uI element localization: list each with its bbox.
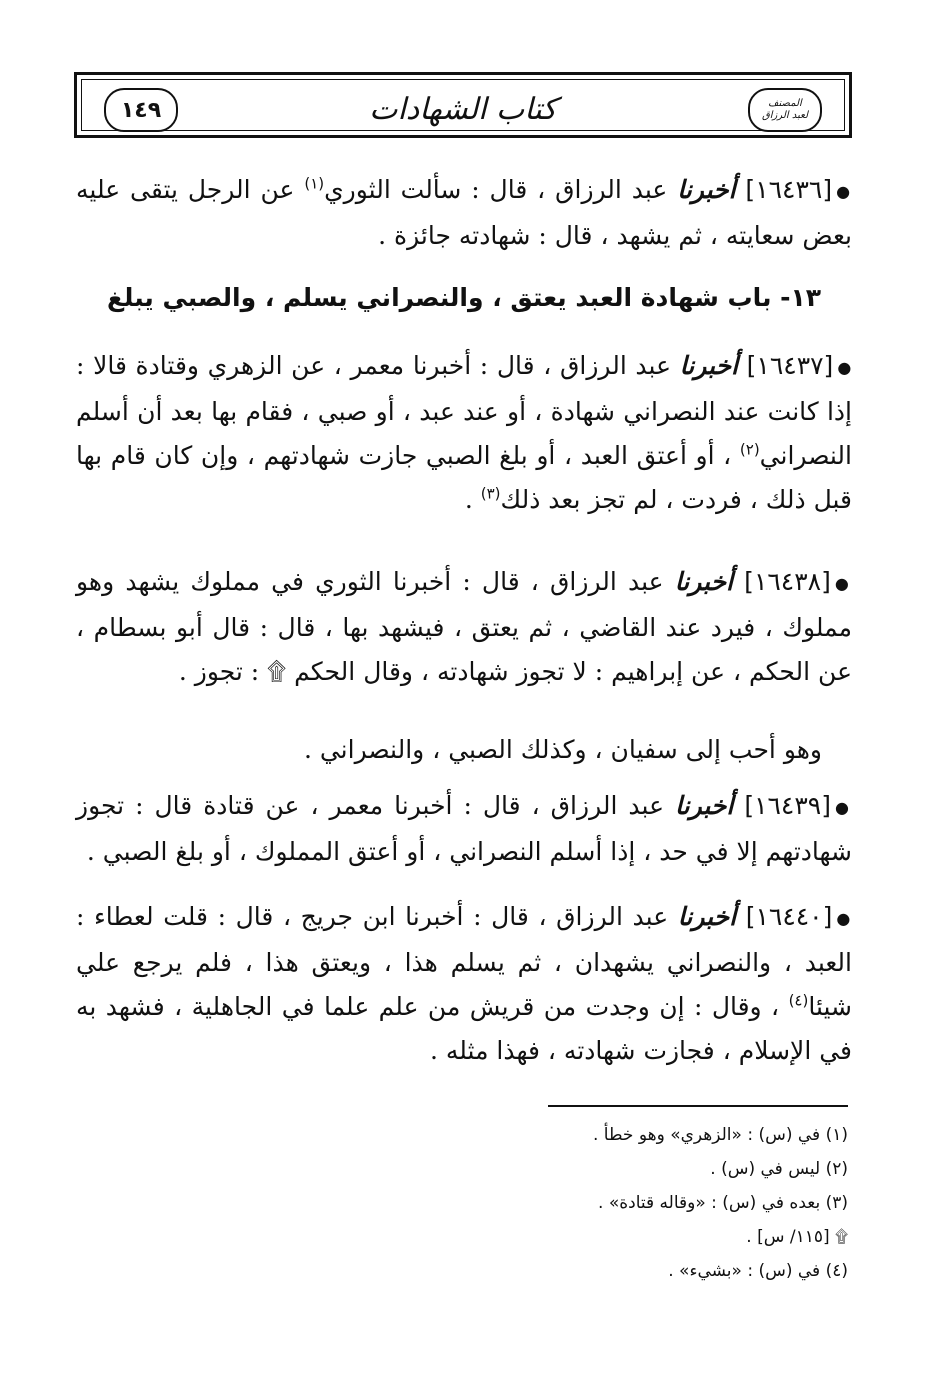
footnote-ref: (٣) (480, 484, 501, 503)
hadith-entry (76, 344, 852, 522)
footnote-ref: (٢) (739, 440, 760, 459)
akhbarana-label: أخبرنا (675, 791, 734, 820)
hadith-entry (76, 784, 852, 874)
bullet-icon: ● (834, 573, 853, 593)
hadith-text: ، أو أعتق العبد ، أو بلغ الصبي جازت شهادتهم ، وإن كان قام بها قبل ذلك ، فردت ، لم تجز بعد ذلك (76, 440, 852, 514)
footnotes (340, 1118, 848, 1288)
hadith-entry (76, 895, 852, 1073)
page-header (74, 72, 852, 138)
footnote: (١) في (س) : «الزهري» وهو خطأ . (592, 1125, 848, 1145)
header-right-ornament (734, 80, 844, 130)
footnote: (٤) في (س) : «بشيء» . (668, 1261, 848, 1281)
akhbarana-label: أخبرنا (674, 567, 734, 596)
footnote-ref: (٤) (788, 991, 809, 1010)
hadith-text: . (464, 484, 473, 514)
hadith-text: عبد الرزاق ، قال : أخبرنا معمر ، عن الزهري وقتادة قالا : إذا كانت عند النصراني شهادة ، أو عند عبد ، أو صبي ، فقام بها بعد أن أسلم النصراني (76, 351, 852, 470)
footnote-divider (548, 1105, 848, 1107)
hadith-entry (76, 560, 852, 694)
continuation-paragraph (76, 728, 852, 772)
book-seal (748, 88, 822, 132)
bullet-icon: ● (836, 181, 852, 201)
footnote-ref: (١) (304, 174, 325, 193)
bullet-icon: ● (836, 908, 853, 928)
chapter-heading: ١٣- باب شهادة العبد يعتق ، والنصراني يسلم ، والصبي يبلغ (106, 283, 822, 312)
hadith-text: عبد الرزاق ، قال : أخبرنا الثوري في مملوك يشهد وهو مملوك ، فيرد عند القاضي ، ثم يعتق ، فيشهد بها ، قال : قال أبو بسطام ، عن الحكم ، عن إبراهيم : لا تجوز شهادته ، وقال الحكم ۩ : تجوز . (76, 567, 852, 686)
footnote: (٣) بعده في (س) : «وقاله قتادة» . (598, 1193, 848, 1213)
bullet-icon: ● (834, 797, 852, 817)
bullet-icon: ● (837, 357, 852, 377)
header-left-ornament (82, 80, 192, 130)
header-inner-frame (81, 79, 845, 131)
akhbarana-label: أخبرنا (679, 351, 738, 380)
akhbarana-label: أخبرنا (677, 175, 736, 204)
page-number: ١٤٩ (104, 88, 178, 132)
seal-line-1: المصنف (768, 98, 802, 109)
hadith-number: [١٦٤٣٩] (744, 791, 831, 820)
hadith-entry (76, 168, 852, 258)
hadith-text: عبد الرزاق ، قال : أخبرنا معمر ، عن قتادة قال : تجوز شهادتهم إلا في حد ، إذا أسلم النصراني ، أو أعتق المملوك ، أو بلغ الصبي . (76, 791, 852, 866)
hadith-text: عبد الرزاق ، قال : أخبرنا ابن جريج ، قال : قلت لعطاء : العبد ، والنصراني يشهدان ، ثم يسلم هذا ، ويعتق هذا ، فلم يرجع علي شيئا (76, 902, 852, 1021)
hadith-text: عن الرجل يتقى عليه بعض سعايته ، ثم يشهد ، قال : شهادته جائزة . (76, 175, 852, 250)
hadith-text: ، وقال : إن وجدت من قريش من علم علما في الجاهلية ، فشهد به في الإسلام ، فجازت شهادته ، فهذا مثله . (76, 991, 852, 1065)
continuation-text: وهو أحب إلى سفيان ، وكذلك الصبي ، والنصراني . (303, 735, 822, 764)
hadith-number: [١٦٤٣٧] (746, 351, 834, 380)
book-title: كتاب الشهادات (369, 91, 557, 127)
footnote: ۩ [١١٥/ س] . (746, 1227, 848, 1247)
hadith-number: [١٦٤٣٨] (744, 567, 831, 596)
seal-line-2: لعبد الرزاق (761, 110, 809, 121)
footnote: (٢) ليس في (س) . (710, 1159, 848, 1179)
hadith-text: عبد الرزاق ، قال : سألت الثوري (324, 175, 668, 204)
hadith-number: [١٦٤٤٠] (745, 902, 833, 931)
akhbarana-label: أخبرنا (677, 902, 737, 931)
hadith-number: [١٦٤٣٦] (745, 175, 833, 204)
